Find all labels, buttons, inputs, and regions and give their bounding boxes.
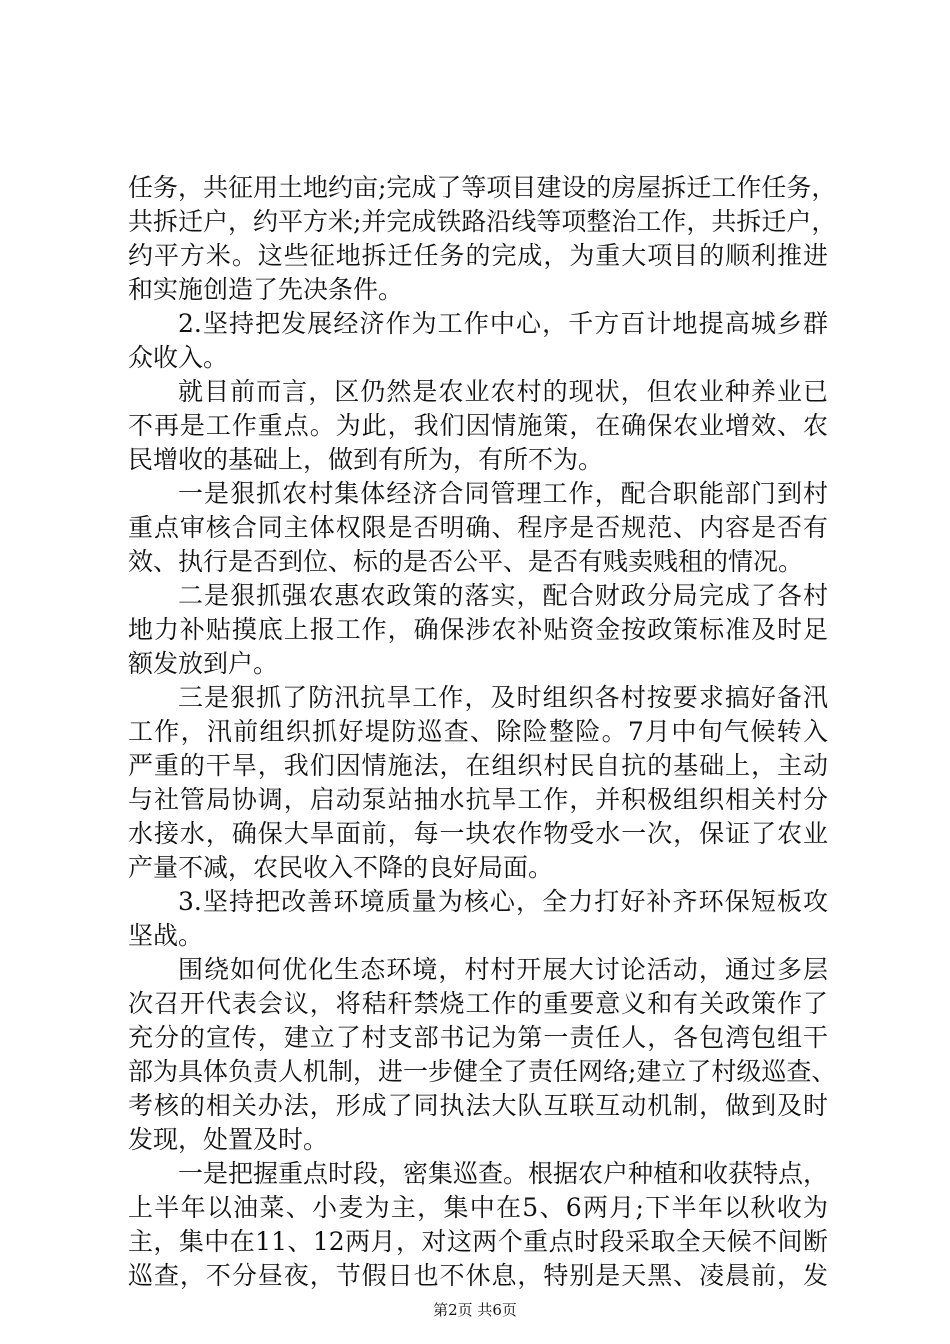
text-line: 民增收的基础上，做到有所为，有所不为。 bbox=[128, 445, 604, 474]
text-line: 次召开代表会议，将秸秆禁烧工作的重要意义和有关政策作了 bbox=[128, 989, 828, 1018]
text-line: 上半年以油菜、小麦为主，集中在5、6两月;下半年以秋收为 bbox=[128, 1193, 828, 1222]
text-line: 重点审核合同主体权限是否明确、程序是否规范、内容是否有 bbox=[128, 513, 828, 542]
section-heading-line: 坚战。 bbox=[128, 921, 204, 950]
text-line: 巡查，不分昼夜，节假日也不休息，特别是天黑、凌晨前，发 bbox=[128, 1261, 828, 1290]
text-line: 任务，共征用土地约亩;完成了等项目建设的房屋拆迁工作任务， bbox=[128, 173, 837, 202]
text-line: 工作，汛前组织抓好堤防巡查、除险整险。7月中旬气候转入 bbox=[128, 717, 828, 746]
text-line: 二是狠抓强农惠农政策的落实，配合财政分局完成了各村 bbox=[178, 581, 828, 610]
text-line: 约平方米。这些征地拆迁任务的完成，为重大项目的顺利推进 bbox=[128, 241, 828, 270]
text-line: 考核的相关办法，形成了同执法大队互联互动机制，做到及时 bbox=[128, 1091, 828, 1120]
text-line: 效、执行是否到位、标的是否公平、是否有贱卖贱租的情况。 bbox=[128, 547, 804, 576]
text-line: 一是狠抓农村集体经济合同管理工作，配合职能部门到村 bbox=[178, 479, 828, 508]
section-heading-line: 3.坚持把改善环境质量为核心，全力打好补齐环保短板攻 bbox=[178, 887, 828, 916]
text-line: 充分的宣传，建立了村支部书记为第一责任人，各包湾包组干 bbox=[128, 1023, 828, 1052]
text-line: 和实施创造了先决条件。 bbox=[128, 275, 404, 304]
text-line: 与社管局协调，启动泵站抽水抗旱工作，并积极组织相关村分 bbox=[128, 785, 828, 814]
text-line: 额发放到户。 bbox=[128, 649, 279, 678]
text-line: 主，集中在11、12两月，对这两个重点时段采取全天候不间断 bbox=[128, 1227, 828, 1256]
text-line: 水接水，确保大旱面前，每一块农作物受水一次，保证了农业 bbox=[128, 819, 828, 848]
document-body bbox=[128, 171, 837, 1293]
section-heading-line: 众收入。 bbox=[128, 343, 229, 372]
text-line: 三是狠抓了防汛抗旱工作，及时组织各村按要求搞好备汛 bbox=[178, 683, 828, 712]
page-number: 第2页 共6页 bbox=[433, 1301, 517, 1319]
text-line: 发现，处置及时。 bbox=[128, 1125, 329, 1154]
text-line: 共拆迁户，约平方米;并完成铁路沿线等项整治工作，共拆迁户， bbox=[128, 207, 837, 236]
text-line: 地力补贴摸底上报工作，确保涉农补贴资金按政策标准及时足 bbox=[128, 615, 828, 644]
text-line: 部为具体负责人机制，进一步健全了责任网络;建立了村级巡查、 bbox=[128, 1057, 837, 1086]
text-line: 就目前而言，区仍然是农业农村的现状，但农业种养业已 bbox=[178, 377, 828, 406]
text-line: 不再是工作重点。为此，我们因情施策，在确保农业增效、农 bbox=[128, 411, 828, 440]
text-line: 产量不减，农民收入不降的良好局面。 bbox=[128, 853, 554, 882]
page-footer bbox=[0, 1300, 950, 1320]
section-heading-line: 2.坚持把发展经济作为工作中心，千方百计地提高城乡群 bbox=[178, 309, 828, 338]
text-line: 一是把握重点时段，密集巡查。根据农户种植和收获特点， bbox=[178, 1159, 829, 1188]
text-line: 严重的干旱，我们因情施法，在组织村民自抗的基础上，主动 bbox=[128, 751, 828, 780]
text-line: 围绕如何优化生态环境，村村开展大讨论活动，通过多层 bbox=[178, 955, 828, 984]
